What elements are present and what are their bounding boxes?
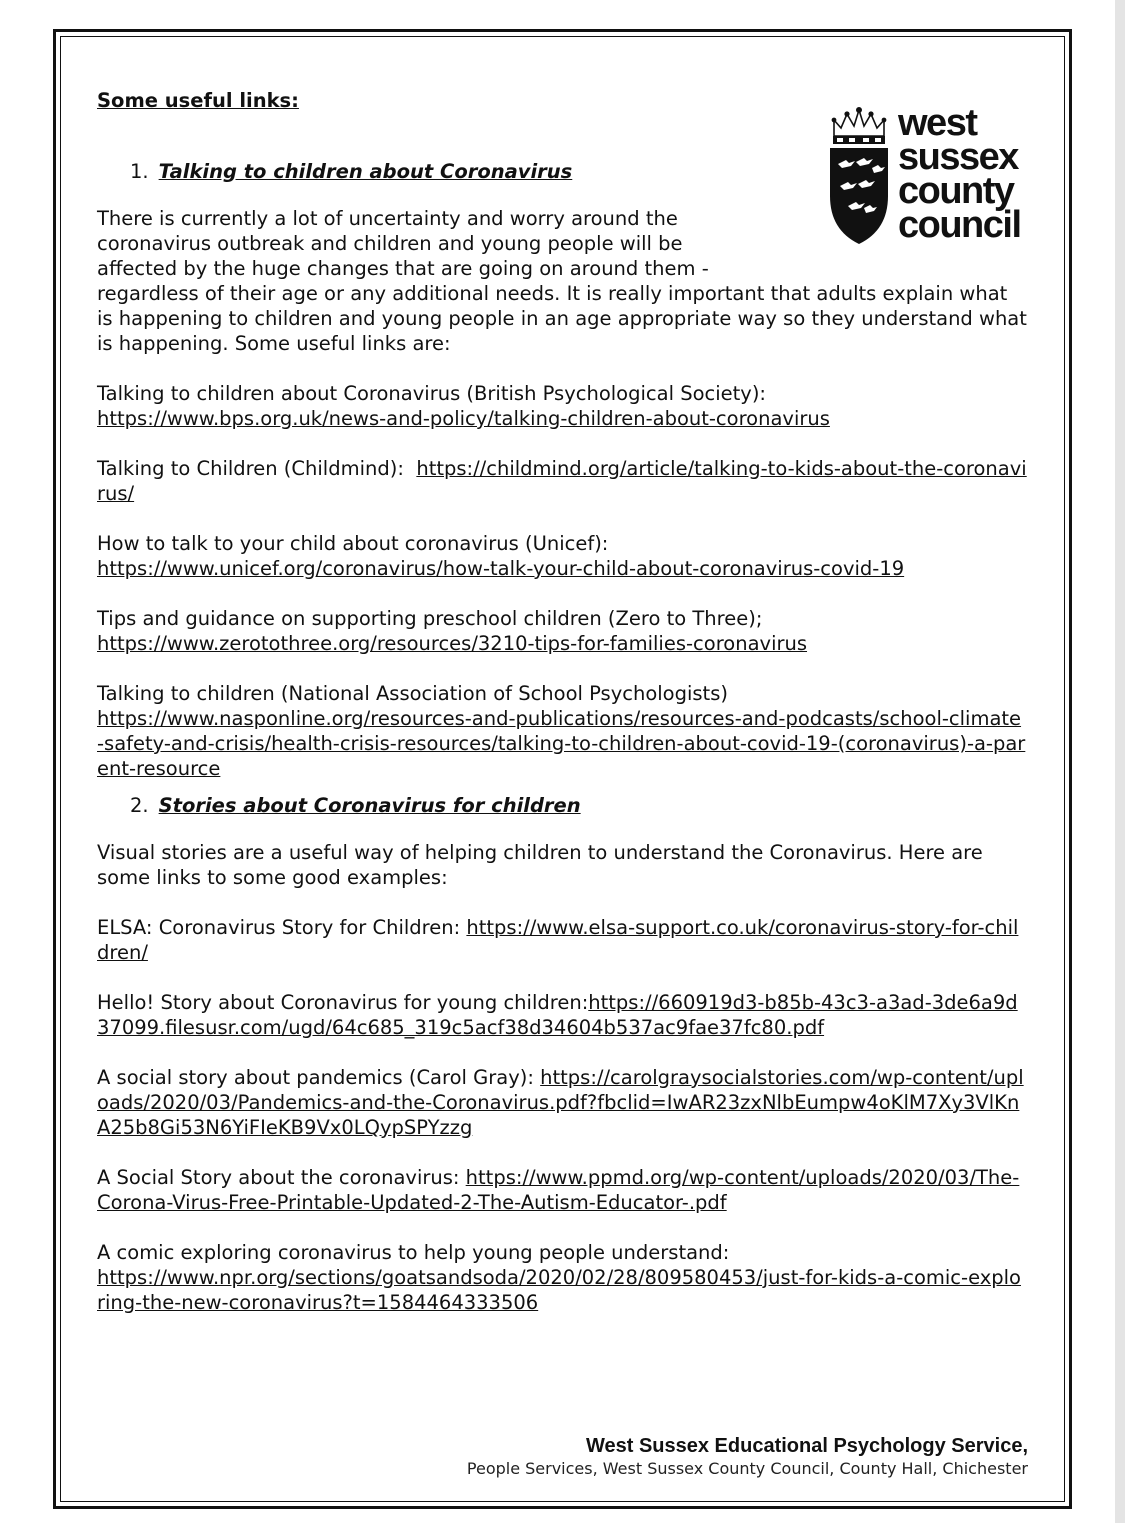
section-1-heading: Talking to children about Coronavirus [158,160,573,183]
section-2-title [130,793,1027,818]
logo-line-sussex: sussex [898,136,1018,178]
link-label: Tips and guidance on supporting preschool children (Zero to Three); [97,607,763,630]
section-2-heading: Stories about Coronavirus for children [158,794,581,817]
section-1-number: 1. [130,160,149,183]
link-label: Talking to Children (Childmind): [97,457,404,480]
link-entry [97,456,1027,506]
link-url[interactable]: https://www.ppmd.org/wp-content/uploads/2020/03/The-Corona-Virus-Free-Printable-Updated-2-The-Autism-Educator-.pdf [97,1166,1020,1214]
footer-title: West Sussex Educational Psychology Service, [585,1435,1028,1457]
link-label: Hello! Story about Coronavirus for young children: [97,991,589,1014]
section-1-intro [97,206,1027,356]
link-url[interactable]: https://660919d3-b85b-43c3-a3ad-3de6a9d37099.filesusr.com/ugd/64c685_319c5acf38d34604b537ac9fae37fc80.pdf [97,991,1018,1039]
link-label: ELSA: Coronavirus Story for Children: [97,916,461,939]
link-url[interactable]: https://www.npr.org/sections/goatsandsoda/2020/02/28/809580453/just-for-kids-a-comic-exploring-the-new-coronavirus?t=1584464333506 [97,1266,1021,1314]
link-entry [97,681,1027,781]
link-label: Talking to children (National Association of School Psychologists) [97,682,728,705]
link-entry [97,606,1027,656]
link-entry [97,915,1027,965]
section-1-title [130,159,1027,184]
logo-line-county: county [898,170,1014,212]
logo-line-council: council [898,204,1021,246]
link-entry [97,1165,1027,1215]
link-label: A comic exploring coronavirus to help young people understand: [97,1241,730,1264]
link-label: A Social Story about the coronavirus: [97,1166,460,1189]
link-label: A social story about pandemics (Carol Gray): [97,1066,534,1089]
section-1-intro-narrow: There is currently a lot of uncertainty and worry around the coronavirus outbreak and children and young people will be affected by the huge changes that are going on around them - [97,207,709,280]
link-url[interactable]: https://www.zerotothree.org/resources/3210-tips-for-families-coronavirus [97,632,808,655]
page-heading: Some useful links: [97,89,299,112]
link-entry [97,531,1027,581]
link-url[interactable]: https://childmind.org/article/talking-to-kids-about-the-coronavirus/ [97,457,1027,505]
document-body [97,88,1027,1340]
link-url[interactable]: https://www.elsa-support.co.uk/coronavirus-story-for-children/ [97,916,1019,964]
page-edge-shade [1115,0,1125,1523]
section-2-intro: Visual stories are a useful way of helping children to understand the Coronavirus. Here are some links to some good examples: [97,841,983,889]
section-2-number: 2. [130,794,149,817]
link-label: How to talk to your child about coronavirus (Unicef): [97,532,609,555]
link-label: Talking to children about Coronavirus (British Psychological Society): [97,382,766,405]
section-1-intro-rest: regardless of their age or any additional needs. It is really important that adults explain what is happening to children and young people in an age appropriate way so they understand what is happening. Some useful links are: [97,282,1027,355]
footer [467,1434,1028,1480]
link-url[interactable]: https://carolgraysocialstories.com/wp-content/uploads/2020/03/Pandemics-and-the-Coronavirus.pdf?fbclid=IwAR23zxNlbEumpw4oKlM7Xy3VlKnA25b8Gi53N6YiFIeKB9Vx0LQypSPYzzg [97,1066,1024,1139]
logo-line-west: west [898,102,977,144]
link-entry [97,381,1027,431]
link-entry [97,990,1027,1040]
link-url[interactable]: https://www.unicef.org/coronavirus/how-talk-your-child-about-coronavirus-covid-19 [97,557,905,580]
footer-address: People Services, West Sussex County Council, County Hall, Chichester [466,1459,1028,1478]
link-entry [97,1240,1027,1315]
link-url[interactable]: https://www.nasponline.org/resources-and-publications/resources-and-podcasts/school-climate-safety-and-crisis/health-crisis-resources/talking-to-children-about-covid-19-(coronavirus)-a-parent-resource [97,707,1026,780]
link-entry [97,1065,1027,1140]
link-url[interactable]: https://www.bps.org.uk/news-and-policy/talking-children-about-coronavirus [97,407,830,430]
